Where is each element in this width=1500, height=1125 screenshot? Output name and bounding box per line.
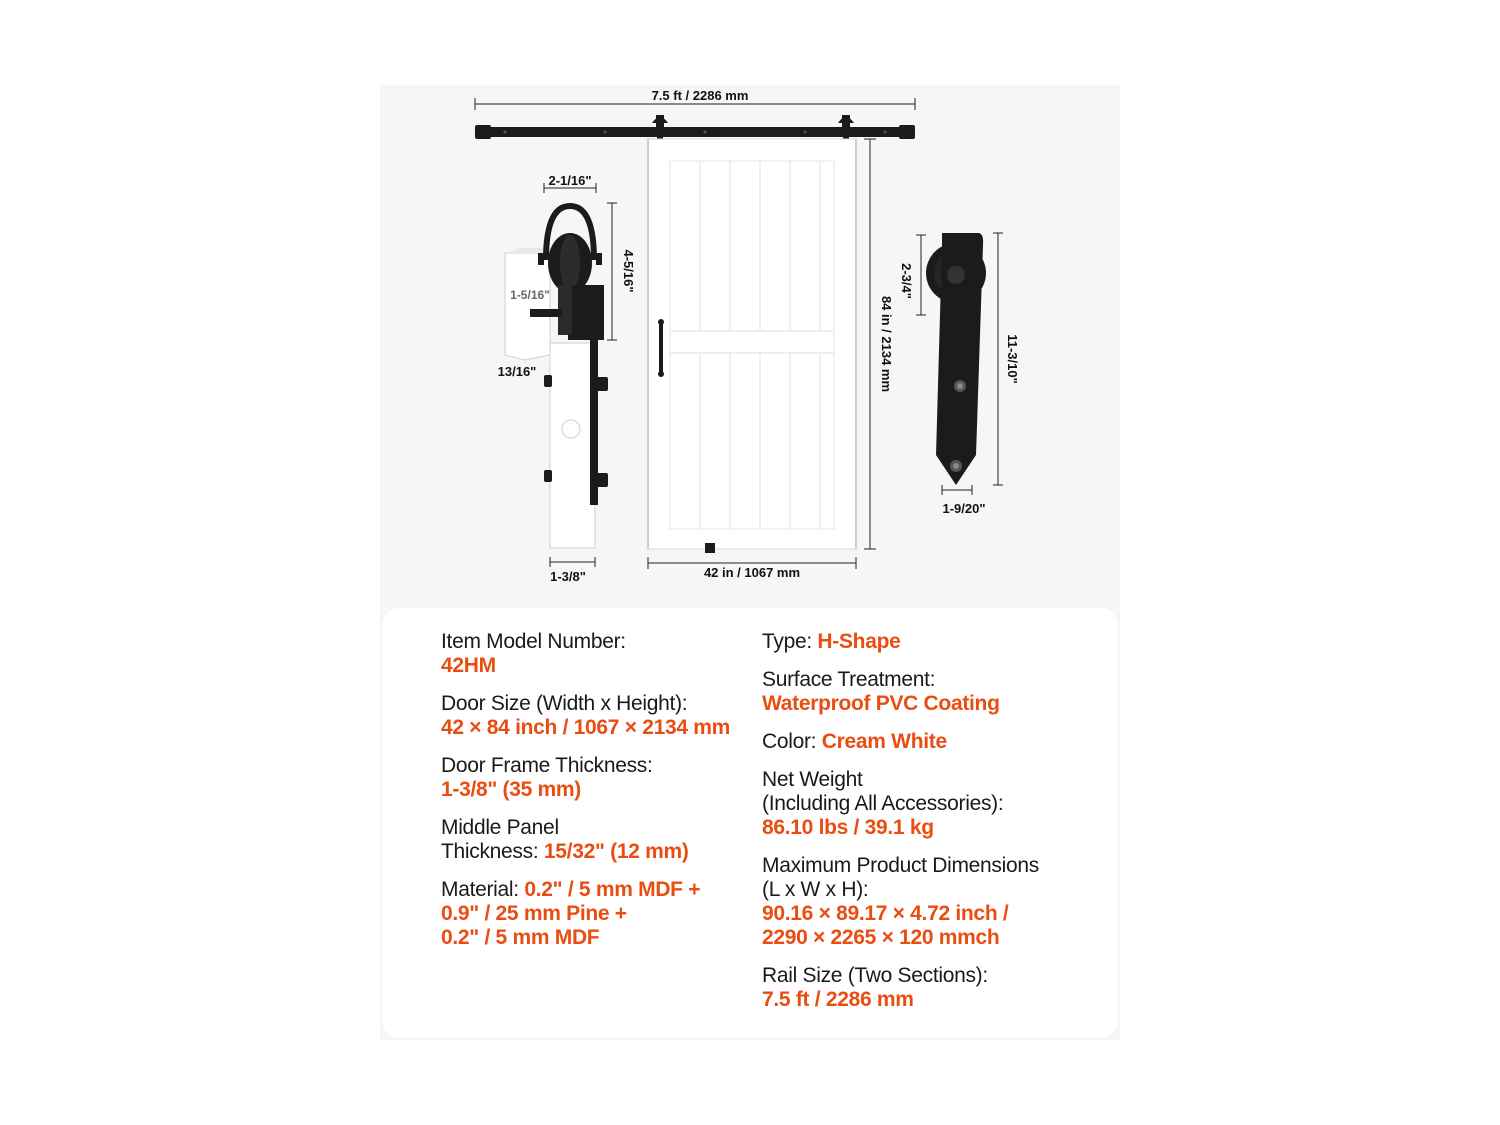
spec-value: 42HM [441, 654, 496, 677]
spec-label: Type: [762, 630, 812, 653]
strap-length-label: 11-3/10" [1005, 334, 1020, 384]
door-width-dimension [648, 557, 856, 580]
rail-length-label: 7.5 ft / 2286 mm [651, 88, 749, 103]
spec-frame-thickness [441, 754, 761, 802]
spec-door-size [441, 692, 761, 740]
spec-value: 1-3/8" (35 mm) [441, 778, 581, 801]
strap-width-label: 1-9/20" [942, 501, 986, 516]
wall-gap-label: 13/16" [497, 364, 537, 379]
spec-type [762, 630, 1092, 654]
hanger-strap [926, 233, 986, 485]
spec-label: Door Frame Thickness: [441, 754, 653, 777]
spec-label: Surface Treatment: [762, 668, 936, 691]
spec-label: Rail Size (Two Sections): [762, 964, 988, 987]
hanger-height-label: 4-5/16" [621, 249, 636, 293]
spec-surface-treatment [762, 668, 1092, 716]
spec-label: Thickness: [441, 840, 539, 863]
specs-right-column [762, 630, 1092, 1026]
spec-label: Material: [441, 878, 519, 901]
dimension-diagram [380, 85, 1120, 605]
spec-label: Item Model Number: [441, 630, 626, 653]
door-height-dimension [864, 139, 894, 549]
spec-label: Door Size (Width x Height): [441, 692, 688, 715]
specifications-panel [382, 608, 1118, 1038]
specs-left-column [441, 630, 761, 964]
spec-value: 90.16 × 89.17 × 4.72 inch / [762, 902, 1009, 925]
spec-value: Waterproof PVC Coating [762, 692, 1000, 715]
spec-material [441, 878, 761, 950]
spec-label: (L x W x H): [762, 878, 869, 901]
door-width-label: 42 in / 1067 mm [703, 565, 801, 580]
spec-model-number [441, 630, 761, 678]
spec-label: Maximum Product Dimensions [762, 854, 1039, 877]
door-height-label: 84 in / 2134 mm [879, 295, 894, 393]
spec-net-weight [762, 768, 1092, 840]
spec-max-dimensions [762, 854, 1092, 950]
rail-length-dimension [475, 88, 915, 110]
spec-value: 2290 × 2265 × 120 mmch [762, 926, 1000, 949]
spacer-depth-label: 1-5/16" [510, 288, 550, 302]
frame-thickness-label: 1-3/8" [550, 569, 586, 584]
hanger-width-label: 2-1/16" [548, 173, 592, 188]
spec-value: H-Shape [817, 630, 901, 653]
spec-rail-size [762, 964, 1092, 1012]
spec-panel-thickness [441, 816, 761, 864]
door [648, 139, 856, 553]
spec-value: 0.9" / 25 mm Pine + [441, 902, 627, 925]
spec-value: Cream White [821, 730, 947, 753]
spec-color [762, 730, 1092, 754]
spec-value: 0.2" / 5 mm MDF [441, 926, 600, 949]
spec-label: (Including All Accessories): [762, 792, 1004, 815]
spec-label: Net Weight [762, 768, 863, 791]
spec-label: Color: [762, 730, 817, 753]
spec-value: 0.2" / 5 mm MDF + [524, 878, 701, 901]
strap-top-label: 2-3/4" [899, 263, 914, 299]
spec-label: Middle Panel [441, 816, 559, 839]
spec-value: 7.5 ft / 2286 mm [762, 988, 914, 1011]
spec-value: 42 × 84 inch / 1067 × 2134 mm [441, 716, 731, 739]
spec-value: 86.10 lbs / 39.1 kg [762, 816, 934, 839]
spec-value: 15/32" (12 mm) [543, 840, 689, 863]
